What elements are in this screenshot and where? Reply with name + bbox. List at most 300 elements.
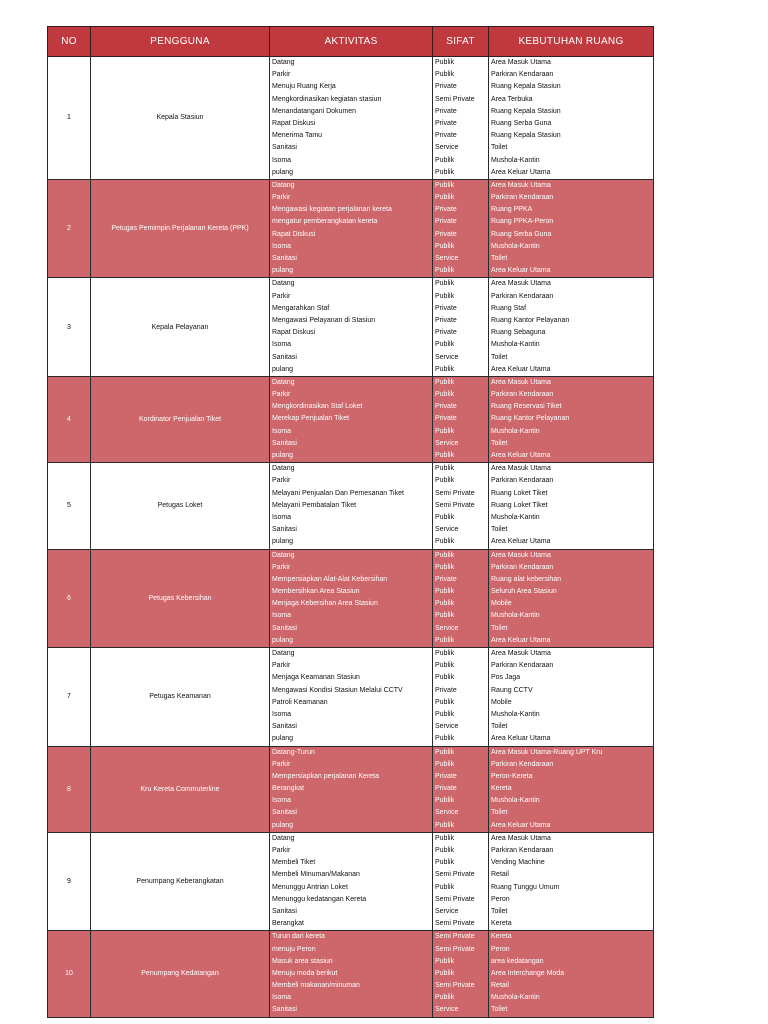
sifat-item: Service — [435, 907, 459, 915]
aktivitas-cell — [270, 931, 433, 1017]
row-number: 5 — [48, 463, 91, 549]
sifat-item: Private — [435, 206, 457, 214]
kebutuhan-ruang-item: Toilet — [491, 353, 508, 361]
aktivitas-item: pulang — [272, 821, 294, 829]
kebutuhan-ruang-cell — [489, 376, 654, 462]
aktivitas-item: Sanitasi — [272, 144, 297, 152]
aktivitas-cell — [270, 549, 433, 648]
aktivitas-cell — [270, 832, 433, 931]
row-number: 2 — [48, 179, 91, 278]
kebutuhan-ruang-item: Parkiran Kendaraan — [491, 194, 554, 202]
aktivitas-item: Menunggu kedatangan Kereta — [272, 895, 367, 903]
kebutuhan-ruang-item: Parkiran Kendaraan — [491, 391, 554, 399]
aktivitas-item: Mengawasi Pelayanan di Stasiun — [272, 316, 376, 324]
aktivitas-item: Melayani Pembatalan Tiket — [272, 501, 357, 509]
sifat-cell — [433, 832, 489, 931]
kebutuhan-ruang-item: Mushola-Kantin — [491, 242, 540, 250]
kebutuhan-ruang-item: Seluruh Area Stasiun — [491, 588, 557, 596]
sifat-item: Publik — [435, 698, 455, 706]
sifat-item: Semi Private — [435, 945, 475, 953]
sifat-item: Semi Private — [435, 982, 475, 990]
aktivitas-item: Mengawasi kegiatan perjalanan kereta — [272, 206, 392, 214]
kebutuhan-ruang-item: Ruang Staf — [491, 304, 527, 312]
kebutuhan-ruang-item: Peron-Kereta — [491, 772, 533, 780]
kebutuhan-ruang-item: Peron — [491, 895, 510, 903]
sifat-item: Service — [435, 353, 459, 361]
aktivitas-item: Datang — [272, 551, 295, 559]
user-activity-table — [47, 26, 654, 1018]
sifat-item: Semi Private — [435, 95, 475, 103]
aktivitas-cell — [270, 57, 433, 180]
aktivitas-item: pulang — [272, 365, 294, 373]
sifat-item: Publik — [435, 181, 455, 189]
header-pengguna: PENGGUNA — [91, 27, 270, 57]
aktivitas-item: Membeli Tiket — [272, 859, 316, 867]
kebutuhan-ruang-item: Ruang PPKA — [491, 206, 533, 214]
kebutuhan-ruang-item: Mushola-Kantin — [491, 156, 540, 164]
kebutuhan-ruang-item: Toilet — [491, 809, 508, 817]
sifat-item: Publik — [435, 59, 455, 66]
sifat-item: Publik — [435, 600, 455, 608]
aktivitas-cell — [270, 376, 433, 462]
kebutuhan-ruang-item: Area Masuk Utama — [491, 650, 551, 657]
sifat-item: Service — [435, 144, 459, 152]
kebutuhan-ruang-item: Area Terbuka — [491, 95, 533, 103]
kebutuhan-ruang-cell — [489, 57, 654, 180]
sifat-item: Publik — [435, 513, 455, 521]
sifat-cell — [433, 931, 489, 1017]
sifat-item: Private — [435, 218, 457, 226]
sifat-item: Publik — [435, 465, 455, 473]
sifat-item: Publik — [435, 969, 455, 977]
kebutuhan-ruang-item: Area Masuk Utama — [491, 59, 551, 66]
kebutuhan-ruang-item: Vending Machine — [491, 859, 545, 867]
aktivitas-item: Isoma — [272, 427, 292, 435]
kebutuhan-ruang-item: Toilet — [491, 526, 508, 534]
kebutuhan-ruang-item: Toilet — [491, 144, 508, 152]
sifat-item: Private — [435, 316, 457, 324]
aktivitas-item: Datang — [272, 650, 295, 657]
kebutuhan-ruang-item: Area Keluar Utama — [491, 735, 551, 743]
sifat-item: Publik — [435, 650, 455, 657]
sifat-item: Service — [435, 526, 459, 534]
kebutuhan-ruang-item: Toilet — [491, 439, 508, 447]
aktivitas-cell — [270, 648, 433, 747]
kebutuhan-ruang-item: Ruang PPKA-Peron — [491, 218, 554, 226]
pengguna-cell: Penumpang Keberangkatan — [91, 832, 270, 931]
aktivitas-item: Datang — [272, 59, 295, 66]
sifat-item: Publik — [435, 748, 455, 756]
kebutuhan-ruang-item: Peron — [491, 945, 510, 953]
kebutuhan-ruang-item: Parkiran Kendaraan — [491, 563, 554, 571]
aktivitas-item: Berangkat — [272, 920, 304, 928]
sifat-item: Publik — [435, 797, 455, 805]
sifat-item: Publik — [435, 994, 455, 1002]
pengguna-cell: Petugas Kebersihan — [91, 549, 270, 648]
kebutuhan-ruang-cell — [489, 278, 654, 377]
aktivitas-item: pulang — [272, 636, 294, 644]
table-row — [48, 549, 654, 648]
kebutuhan-ruang-item: Toilet — [491, 907, 508, 915]
sifat-item: Publik — [435, 735, 455, 743]
kebutuhan-ruang-item: Area Masuk Utama — [491, 181, 551, 189]
sifat-item: Publik — [435, 341, 455, 349]
sifat-item: Publik — [435, 168, 455, 176]
kebutuhan-ruang-item: Toilet — [491, 1006, 508, 1014]
row-number: 4 — [48, 376, 91, 462]
aktivitas-item: Turun dari kereta — [272, 933, 326, 941]
sifat-item: Semi Private — [435, 871, 475, 879]
aktivitas-item: Parkir — [272, 194, 291, 202]
kebutuhan-ruang-item: Area Keluar Utama — [491, 821, 551, 829]
kebutuhan-ruang-item: Area Keluar Utama — [491, 636, 551, 644]
sifat-cell — [433, 278, 489, 377]
table-row — [48, 832, 654, 931]
kebutuhan-ruang-item: Kereta — [491, 785, 512, 793]
sifat-item: Publik — [435, 563, 455, 571]
table-body — [48, 57, 654, 1018]
sifat-item: Publik — [435, 859, 455, 867]
kebutuhan-ruang-item: Mobile — [491, 698, 512, 706]
row-number: 1 — [48, 57, 91, 180]
kebutuhan-ruang-item: Area Masuk Utama — [491, 280, 551, 288]
sifat-item: Publik — [435, 292, 455, 300]
row-number: 8 — [48, 746, 91, 832]
pengguna-cell: Kordinator Penjualan Tiket — [91, 376, 270, 462]
sifat-item: Publik — [435, 378, 455, 386]
aktivitas-item: Sanitasi — [272, 907, 297, 915]
kebutuhan-ruang-item: Toilet — [491, 255, 508, 262]
sifat-item: Publik — [435, 957, 455, 965]
sifat-item: Private — [435, 132, 457, 140]
aktivitas-item: Datang — [272, 465, 295, 473]
pengguna-cell: Petugas Pemimpin Perjalanan Kereta (PPK) — [91, 179, 270, 278]
row-number: 10 — [48, 931, 91, 1017]
aktivitas-item: Mempersiapkan perjalanan Kereta — [272, 772, 380, 780]
sifat-item: Private — [435, 785, 457, 793]
sifat-item: Service — [435, 809, 459, 817]
aktivitas-item: Parkir — [272, 292, 291, 300]
sifat-item: Private — [435, 415, 457, 423]
sifat-cell — [433, 746, 489, 832]
aktivitas-item: Datang — [272, 280, 295, 288]
aktivitas-item: Menandatangani Dokumen — [272, 107, 357, 115]
kebutuhan-ruang-item: Retail — [491, 871, 509, 879]
row-number: 9 — [48, 832, 91, 931]
kebutuhan-ruang-item: Ruang Sebaguna — [491, 329, 546, 337]
aktivitas-item: Merekap Penjualan Tiket — [272, 415, 350, 423]
aktivitas-item: Patroli Keamanan — [272, 698, 328, 706]
aktivitas-item: mengatur pemberangkatan kereta — [272, 218, 378, 226]
aktivitas-item: Menuju Ruang Kerja — [272, 83, 336, 91]
pengguna-cell: Kepala Pelayanan — [91, 278, 270, 377]
aktivitas-item: pulang — [272, 538, 294, 546]
aktivitas-item: Sanitasi — [272, 1006, 297, 1014]
kebutuhan-ruang-item: Ruang Kepala Stasiun — [491, 107, 561, 115]
sifat-item: Publik — [435, 280, 455, 288]
aktivitas-item: Parkir — [272, 477, 291, 485]
aktivitas-item: menuju Peron — [272, 945, 316, 953]
aktivitas-item: Datang — [272, 834, 295, 842]
table-row — [48, 57, 654, 180]
aktivitas-item: pulang — [272, 168, 294, 176]
aktivitas-item: Isoma — [272, 612, 292, 620]
kebutuhan-ruang-cell — [489, 931, 654, 1017]
kebutuhan-ruang-cell — [489, 648, 654, 747]
sifat-item: Private — [435, 83, 457, 91]
sifat-item: Publik — [435, 452, 455, 459]
kebutuhan-ruang-item: Ruang Kantor Pelayanan — [491, 415, 570, 423]
sifat-item: Semi Private — [435, 895, 475, 903]
kebutuhan-ruang-item: Ruang Reservasi Tiket — [491, 403, 562, 411]
aktivitas-item: Menjaga Kebersihan Area Stasiun — [272, 600, 378, 608]
sifat-cell — [433, 549, 489, 648]
kebutuhan-ruang-item: Ruang Serba Guna — [491, 119, 552, 127]
aktivitas-item: Parkir — [272, 391, 291, 399]
aktivitas-item: Parkir — [272, 760, 291, 768]
kebutuhan-ruang-item: Ruang Kantor Pelayanan — [491, 316, 570, 324]
sifat-item: Private — [435, 686, 457, 694]
aktivitas-item: pulang — [272, 267, 294, 275]
header-sifat: SIFAT — [433, 27, 489, 57]
aktivitas-item: Membeli Minuman/Makanan — [272, 871, 360, 879]
sifat-item: Private — [435, 230, 457, 238]
kebutuhan-ruang-item: Ruang Loket Tiket — [491, 501, 548, 509]
sifat-item: Private — [435, 575, 457, 583]
aktivitas-item: Menuju moda berikut — [272, 969, 338, 977]
header-kebutuhan-ruang: KEBUTUHAN RUANG — [489, 27, 654, 57]
pengguna-cell: Kepala Stasiun — [91, 57, 270, 180]
kebutuhan-ruang-item: Ruang Kepala Stasiun — [491, 83, 561, 91]
aktivitas-cell — [270, 746, 433, 832]
kebutuhan-ruang-item: area kedatangan — [491, 957, 544, 965]
sifat-item: Publik — [435, 391, 455, 399]
sifat-item: Private — [435, 772, 457, 780]
row-number: 3 — [48, 278, 91, 377]
aktivitas-item: Isoma — [272, 797, 292, 805]
sifat-item: Publik — [435, 834, 455, 842]
kebutuhan-ruang-item: Area Keluar Utama — [491, 452, 551, 459]
sifat-item: Service — [435, 1006, 459, 1014]
sifat-item: Publik — [435, 612, 455, 620]
kebutuhan-ruang-item: Area Masuk Utama — [491, 465, 551, 473]
aktivitas-cell — [270, 278, 433, 377]
aktivitas-item: Mempersiapkan Alat-Alat Kebersihan — [272, 575, 388, 583]
aktivitas-item: Isoma — [272, 513, 292, 521]
table-row — [48, 648, 654, 747]
sifat-cell — [433, 57, 489, 180]
kebutuhan-ruang-item: Area Keluar Utama — [491, 538, 551, 546]
sifat-item: Publik — [435, 538, 455, 546]
aktivitas-item: Isoma — [272, 994, 292, 1002]
sifat-item: Publik — [435, 71, 455, 79]
sifat-item: Private — [435, 403, 457, 411]
aktivitas-item: Parkir — [272, 71, 291, 79]
sifat-item: Private — [435, 329, 457, 337]
kebutuhan-ruang-item: Parkiran Kendaraan — [491, 292, 554, 300]
kebutuhan-ruang-item: Toilet — [491, 723, 508, 731]
aktivitas-item: pulang — [272, 452, 294, 459]
aktivitas-item: pulang — [272, 735, 294, 743]
aktivitas-item: Rapat Diskusi — [272, 329, 316, 337]
kebutuhan-ruang-item: Mushola-Kantin — [491, 427, 540, 435]
kebutuhan-ruang-item: Area Masuk Utama-Ruang UPT Kru — [491, 748, 603, 756]
sifat-item: Service — [435, 723, 459, 731]
kebutuhan-ruang-item: Mushola-Kantin — [491, 797, 540, 805]
aktivitas-cell — [270, 463, 433, 549]
sifat-item: Semi Private — [435, 501, 475, 509]
aktivitas-item: Parkir — [272, 662, 291, 670]
sifat-item: Private — [435, 119, 457, 127]
aktivitas-item: Menerima Tamu — [272, 132, 323, 140]
kebutuhan-ruang-item: Mobile — [491, 600, 512, 608]
row-number: 6 — [48, 549, 91, 648]
pengguna-cell: Penumpang Kedatangan — [91, 931, 270, 1017]
kebutuhan-ruang-item: Mushola-Kantin — [491, 513, 540, 521]
aktivitas-item: Melayani Penjualan Dan Pemesanan Tiket — [272, 489, 404, 497]
aktivitas-item: Membersihkan Area Stasiun — [272, 588, 360, 596]
kebutuhan-ruang-item: Ruang Loket Tiket — [491, 489, 548, 497]
aktivitas-item: Isoma — [272, 242, 292, 250]
kebutuhan-ruang-item: Kereta — [491, 920, 512, 928]
table-row — [48, 376, 654, 462]
sifat-cell — [433, 463, 489, 549]
kebutuhan-ruang-cell — [489, 746, 654, 832]
kebutuhan-ruang-item: Area Keluar Utama — [491, 365, 551, 373]
kebutuhan-ruang-item: Pos Jaga — [491, 674, 521, 682]
sifat-item: Publik — [435, 365, 455, 373]
aktivitas-item: Membeli makanan/minuman — [272, 982, 360, 990]
pengguna-cell: Petugas Loket — [91, 463, 270, 549]
kebutuhan-ruang-item: Mushola-Kantin — [491, 994, 540, 1002]
sifat-item: Publik — [435, 674, 455, 682]
table-row — [48, 179, 654, 278]
aktivitas-cell — [270, 179, 433, 278]
aktivitas-item: Parkir — [272, 563, 291, 571]
kebutuhan-ruang-cell — [489, 549, 654, 648]
table-row — [48, 463, 654, 549]
kebutuhan-ruang-item: Mushola-Kantin — [491, 710, 540, 718]
kebutuhan-ruang-item: Parkiran Kendaraan — [491, 477, 554, 485]
sifat-item: Publik — [435, 636, 455, 644]
kebutuhan-ruang-item: Toilet — [491, 624, 508, 632]
sifat-item: Semi Private — [435, 489, 475, 497]
kebutuhan-ruang-item: Area Keluar Utama — [491, 267, 551, 275]
sifat-item: Publik — [435, 156, 455, 164]
sifat-item: Publik — [435, 760, 455, 768]
aktivitas-item: Isoma — [272, 341, 292, 349]
aktivitas-item: Datang-Turun — [272, 748, 315, 756]
sifat-item: Semi Private — [435, 933, 475, 941]
aktivitas-item: Rapat Diskusi — [272, 230, 316, 238]
aktivitas-item: Datang — [272, 181, 295, 189]
pengguna-cell: Petugas Keamanan — [91, 648, 270, 747]
kebutuhan-ruang-item: Parkiran Kendaraan — [491, 71, 554, 79]
kebutuhan-ruang-item: Parkiran Kendaraan — [491, 760, 554, 768]
aktivitas-item: Sanitasi — [272, 723, 297, 731]
kebutuhan-ruang-item: Area Keluar Utama — [491, 168, 551, 176]
sifat-item: Service — [435, 439, 459, 447]
aktivitas-item: Masuk area stasiun — [272, 957, 333, 965]
aktivitas-item: Menjaga Keamanan Stasiun — [272, 674, 360, 682]
kebutuhan-ruang-item: Area Masuk Utama — [491, 378, 551, 386]
kebutuhan-ruang-item: Area Masuk Utama — [491, 551, 551, 559]
aktivitas-item: Mengkordinasikan kegiatan stasiun — [272, 95, 382, 103]
aktivitas-item: Berangkat — [272, 785, 304, 793]
sifat-item: Service — [435, 624, 459, 632]
sifat-item: Publik — [435, 242, 455, 250]
sifat-item: Publik — [435, 194, 455, 202]
header-no: NO — [48, 27, 91, 57]
sifat-cell — [433, 376, 489, 462]
aktivitas-item: Isoma — [272, 156, 292, 164]
kebutuhan-ruang-item: Ruang Serba Guna — [491, 230, 552, 238]
kebutuhan-ruang-item: Mushola-Kantin — [491, 612, 540, 620]
sifat-item: Publik — [435, 883, 455, 891]
aktivitas-item: Mengawasi Kondisi Stasiun Melalui CCTV — [272, 686, 403, 694]
aktivitas-item: Sanitasi — [272, 526, 297, 534]
sifat-item: Publik — [435, 847, 455, 854]
sifat-item: Publik — [435, 267, 455, 275]
sifat-item: Semi Private — [435, 920, 475, 928]
table-row — [48, 278, 654, 377]
sifat-item: Publik — [435, 662, 455, 670]
kebutuhan-ruang-item: Ruang Tunggu Umum — [491, 883, 560, 891]
kebutuhan-ruang-cell — [489, 832, 654, 931]
kebutuhan-ruang-item: Mushola-Kantin — [491, 341, 540, 349]
sifat-item: Publik — [435, 588, 455, 596]
table-row — [48, 931, 654, 1017]
aktivitas-item: Isoma — [272, 710, 292, 718]
kebutuhan-ruang-cell — [489, 463, 654, 549]
aktivitas-item: Sanitasi — [272, 353, 297, 361]
sifat-item: Publik — [435, 710, 455, 718]
sifat-item: Publik — [435, 477, 455, 485]
table-row — [48, 746, 654, 832]
kebutuhan-ruang-item: Area Masuk Utama — [491, 834, 551, 842]
aktivitas-item: Parkir — [272, 847, 291, 854]
aktivitas-item: Mengkordinasikan Staf Loket — [272, 403, 363, 411]
kebutuhan-ruang-item: Area Interchange Moda — [491, 969, 565, 977]
header-row — [48, 27, 654, 57]
kebutuhan-ruang-item: Ruang Kepala Stasiun — [491, 132, 561, 140]
header-aktivitas: AKTIVITAS — [270, 27, 433, 57]
pengguna-cell: Kru Kereta Commuterline — [91, 746, 270, 832]
kebutuhan-ruang-item: Ruang alat kebersihan — [491, 575, 562, 583]
sifat-cell — [433, 179, 489, 278]
aktivitas-item: Sanitasi — [272, 809, 297, 817]
kebutuhan-ruang-item: Parkiran Kendaraan — [491, 847, 554, 854]
kebutuhan-ruang-item: Kereta — [491, 933, 512, 941]
aktivitas-item: Sanitasi — [272, 255, 297, 262]
sifat-item: Publik — [435, 821, 455, 829]
kebutuhan-ruang-item: Parkiran Kendaraan — [491, 662, 554, 670]
aktivitas-item: Sanitasi — [272, 439, 297, 447]
row-number: 7 — [48, 648, 91, 747]
kebutuhan-ruang-cell — [489, 179, 654, 278]
aktivitas-item: Sanitasi — [272, 624, 297, 632]
sifat-item: Publik — [435, 427, 455, 435]
kebutuhan-ruang-item: Raung CCTV — [491, 686, 533, 694]
sifat-item: Service — [435, 255, 459, 262]
sifat-cell — [433, 648, 489, 747]
aktivitas-item: Datang — [272, 378, 295, 386]
aktivitas-item: Menunggu Antrian Loket — [272, 883, 348, 891]
sifat-item: Publik — [435, 551, 455, 559]
kebutuhan-ruang-item: Retail — [491, 982, 509, 990]
aktivitas-item: Mengarahkan Staf — [272, 304, 330, 312]
sifat-item: Private — [435, 304, 457, 312]
